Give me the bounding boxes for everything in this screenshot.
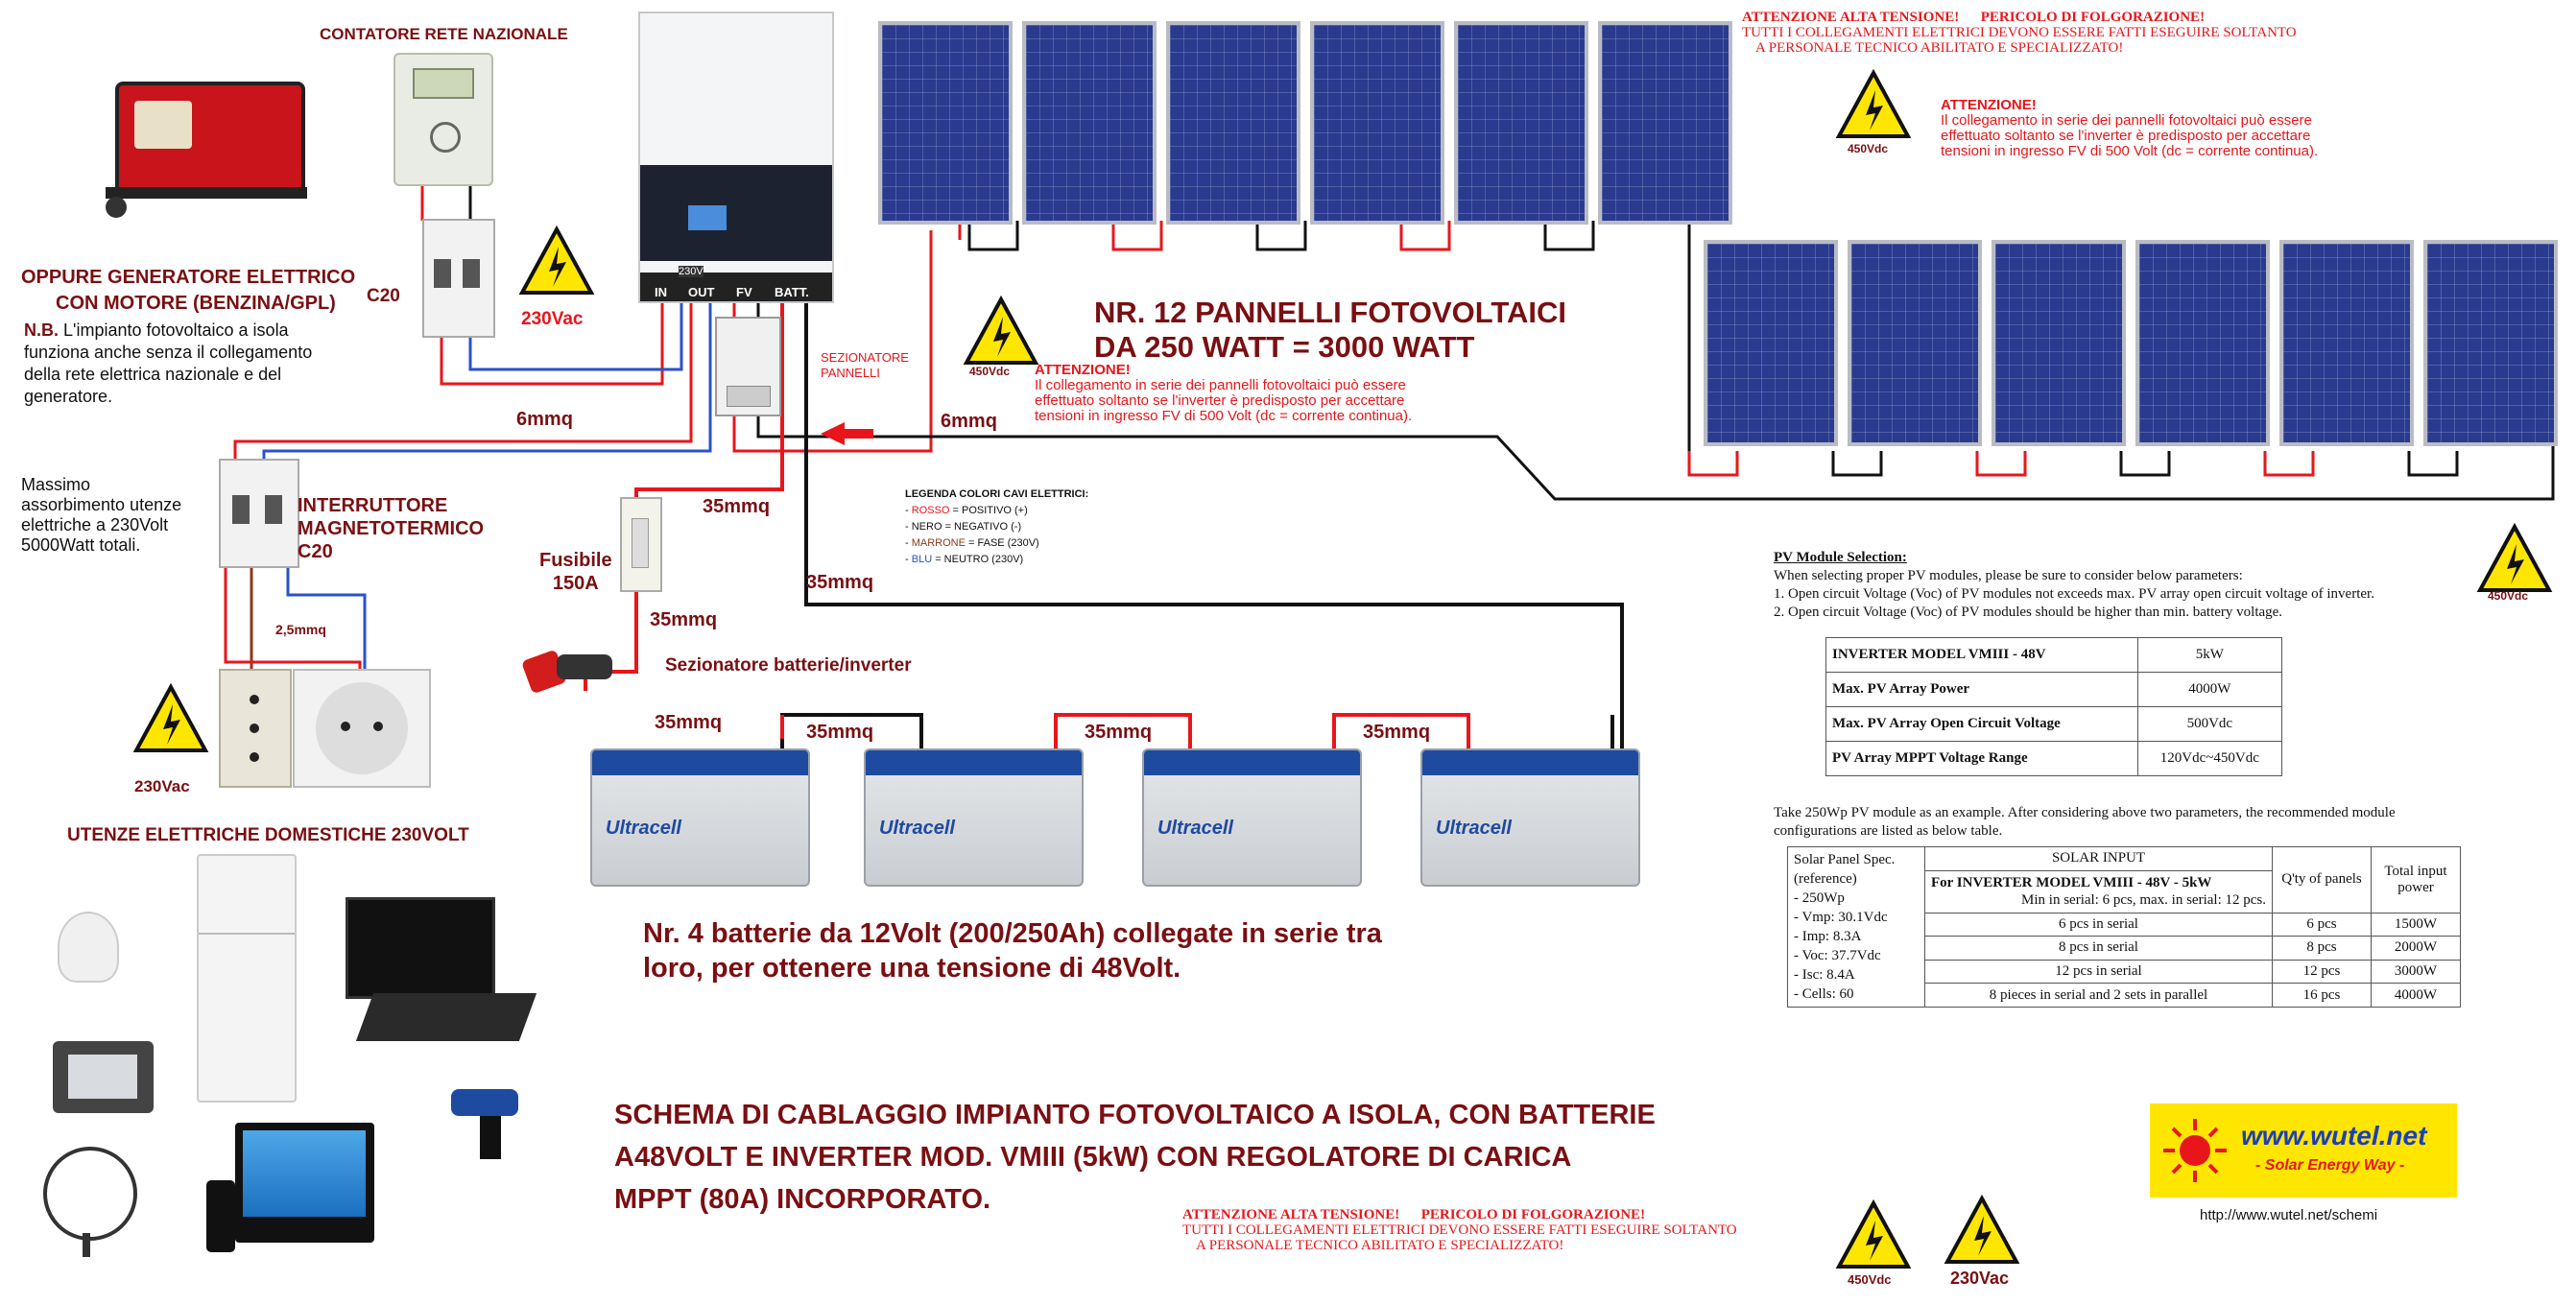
high-voltage-warning-icon: [1835, 1199, 1912, 1270]
legend-item-brown: - MARRONE = FASE (230V): [905, 537, 1039, 549]
spec-value: 5kW: [2137, 638, 2281, 673]
battery-switch-label: Sezionatore batterie/inverter: [665, 655, 912, 676]
spec-key: Max. PV Array Open Circuit Voltage: [1826, 707, 2138, 742]
spec-line: - Imp: 8.3A: [1794, 929, 1862, 944]
qty-cell: 16 pcs: [2273, 984, 2372, 1008]
attention-mid: [1035, 363, 1412, 424]
inverter-out-voltage: 230V: [679, 266, 704, 277]
solar-panel: [2423, 240, 2558, 446]
battery-brand: Ultracell: [879, 818, 955, 839]
power-cell: 3000W: [2372, 960, 2461, 984]
panel-switch-line2: PANNELLI: [821, 366, 880, 380]
cable-35mmq-bat12: 35mmq: [806, 722, 874, 743]
generator-title-1: OPPURE GENERATORE ELETTRICO: [21, 267, 356, 288]
attention-top-line2: TUTTI I COLLEGAMENTI ELETTRICI DEVONO ESSERE FATTI ESEGUIRE SOLTANTO: [1742, 25, 2297, 40]
generator-image: [96, 62, 317, 225]
floodlight-image: [53, 1041, 154, 1113]
model-line: For INVERTER MODEL VMIII - 48V - 5kW: [1931, 875, 2212, 891]
attention-right-title: ATTENZIONE!: [1941, 97, 2037, 113]
household-title: UTENZE ELETTRICHE DOMESTICHE 230VOLT: [67, 825, 469, 845]
legend-color-name: MARRONE: [911, 537, 966, 549]
absorption-line: Massimo: [21, 475, 91, 494]
attention-right-line: Il collegamento in serie dei pannelli fotovoltaici può essere: [1941, 112, 2312, 129]
generator-note-nb: N.B.: [24, 320, 59, 340]
cable-6mmq-pv: 6mmq: [941, 411, 997, 432]
fridge-image: [197, 854, 297, 1103]
brand-url-link[interactable]: http://www.wutel.net/schemi: [2200, 1207, 2378, 1223]
drill-image: [422, 1080, 528, 1161]
fan-image: [38, 1147, 134, 1262]
batteries-caption: [643, 916, 1382, 985]
panel-disconnect-switch: [715, 317, 781, 416]
qty-cell: 8 pcs: [2273, 937, 2372, 961]
pv-module-selection: [1774, 549, 2374, 622]
battery-brand: Ultracell: [606, 818, 681, 839]
battery: [590, 748, 810, 887]
attention-top-1a: ATTENZIONE ALTA TENSIONE!: [1742, 10, 1960, 25]
legend-color-meaning: = NEUTRO (230V): [932, 554, 1024, 565]
inverter-label-fv: FV: [736, 285, 752, 299]
grid-meter-title: CONTATORE RETE NAZIONALE: [320, 25, 568, 43]
main-breaker: [219, 459, 299, 568]
solar-panel: [1166, 21, 1300, 225]
legend-item-red: - ROSSO = POSITIVO (+): [905, 505, 1028, 516]
spec-value: 4000W: [2137, 673, 2281, 707]
battery: [1420, 748, 1640, 887]
solar-panel: [1992, 240, 2126, 446]
attention-mid-title: ATTENZIONE!: [1035, 362, 1131, 378]
pv-voltage-top: 450Vdc: [1848, 142, 1889, 155]
grid-voltage: 230Vac: [521, 309, 584, 329]
solar-panel: [1848, 240, 1982, 446]
pv-voltage-right: 450Vdc: [2488, 589, 2529, 603]
solar-panel: [2279, 240, 2414, 446]
legend-color-meaning: = FASE (230V): [965, 537, 1039, 549]
pv-selection-point: 1. Open circuit Voltage (Voc) of PV modules not exceeds max. PV array open circuit voltage of inverter.: [1774, 586, 2374, 602]
tv-image: [235, 1123, 374, 1243]
batteries-caption-line2: loro, per ottenere una tensione di 48Volt.: [643, 953, 1181, 984]
laptop-image: [346, 897, 528, 1051]
spec-line: - Vmp: 30.1Vdc: [1794, 910, 1888, 925]
attention-mid-line: Il collegamento in serie dei pannelli fotovoltaici può essere: [1035, 377, 1406, 393]
panels-title-line1: NR. 12 PANNELLI FOTOVOLTAICI: [1094, 296, 1567, 329]
spec-line: - Isc: 8.4A: [1794, 967, 1855, 983]
spec-line: (reference): [1794, 871, 1857, 887]
outlet-italian: [219, 669, 292, 788]
spec-line: - Cells: 60: [1794, 986, 1854, 1002]
solar-panel: [2135, 240, 2270, 446]
cable-2-5mmq: 2,5mmq: [275, 622, 326, 637]
panel-config-table: [1787, 846, 2461, 1008]
attention-top-1b: PERICOLO DI FOLGORAZIONE!: [1980, 10, 2206, 25]
solar-panel: [1704, 240, 1838, 446]
generator-note: [24, 320, 312, 408]
pv-para-line: Take 250Wp PV module as an example. After considering above two parameters, the recommended module: [1774, 805, 2396, 820]
pv-selection-title: PV Module Selection:: [1774, 550, 1907, 565]
fuse-holder: [620, 497, 662, 592]
pv-para-line: configurations are listed as below table.: [1774, 823, 2003, 839]
inverter-label-batt: BATT.: [775, 285, 809, 299]
high-voltage-warning-icon: [518, 225, 595, 297]
generator-note-line: generatore.: [24, 387, 113, 406]
high-voltage-warning-icon: [1835, 69, 1912, 140]
cable-35mmq-neg: 35mmq: [806, 572, 874, 593]
cable-color-legend: [905, 486, 1088, 568]
brand-tagline: - Solar Energy Way -: [2255, 1157, 2405, 1174]
attention-right-line: tensioni in ingresso FV di 500 Volt (dc = corrente continua).: [1941, 143, 2319, 159]
battery-switch-image: [526, 643, 612, 696]
fuse-line1: Fusibile: [539, 550, 612, 571]
attention-bottom: [1182, 1207, 1737, 1253]
solar-panel: [1598, 21, 1732, 225]
absorption-line: elettriche a 230Volt: [21, 515, 169, 534]
high-voltage-warning-icon: [963, 296, 1039, 367]
schema-title-line1: SCHEMA DI CABLAGGIO IMPIANTO FOTOVOLTAICO A ISOLA, CON BATTERIE: [614, 1100, 1656, 1130]
legend-color-meaning: = NEGATIVO (-): [942, 521, 1022, 533]
qty-cell: 12 pcs: [2273, 960, 2372, 984]
pv-selection-paragraph: [1774, 804, 2396, 841]
pv-voltage-mid: 450Vdc: [969, 365, 1011, 378]
solar-input-header: SOLAR INPUT: [1925, 847, 2273, 871]
battery: [864, 748, 1084, 887]
spec-key: PV Array MPPT Voltage Range: [1826, 742, 2138, 776]
cable-35mmq-switch: 35mmq: [650, 609, 718, 630]
absorption-note: [21, 475, 181, 556]
attention-right: [1941, 98, 2318, 159]
absorption-line: 5000Watt totali.: [21, 535, 141, 555]
high-voltage-warning-icon: [132, 683, 209, 754]
min-line: Min in serial: 6 pcs, max. in serial: 12 pcs.: [2021, 892, 2266, 909]
spec-line: Solar Panel Spec.: [1794, 852, 1896, 867]
bulb-image: [58, 912, 119, 983]
solar-panel: [1454, 21, 1588, 225]
remote-image: [206, 1180, 235, 1252]
solar-panel: [878, 21, 1013, 225]
power-header: Total input power: [2372, 847, 2461, 914]
legend-color-name: NERO: [911, 521, 942, 533]
panel-spec-cell: [1788, 847, 1925, 1008]
cable-35mmq-bat23: 35mmq: [1085, 722, 1153, 743]
main-breaker-line1: INTERRUTTORE: [298, 495, 448, 516]
grid-breaker-code: C20: [367, 286, 400, 306]
panels-title-line2: DA 250 WATT = 3000 WATT: [1094, 330, 1475, 364]
cable-35mmq-bat1: 35mmq: [655, 712, 723, 733]
attention-mid-line: effettuato soltanto se l'inverter è predisposto per accettare: [1035, 392, 1405, 409]
spec-key: Max. PV Array Power: [1826, 673, 2138, 707]
spec-line: - Voc: 37.7Vdc: [1794, 948, 1881, 963]
cable-35mmq-fuse: 35mmq: [703, 496, 771, 517]
wutel-logo: [2150, 1103, 2457, 1198]
attention-mid-line: tensioni in ingresso FV di 500 Volt (dc = corrente continua).: [1035, 408, 1413, 424]
pv-selection-point: 2. Open circuit Voltage (Voc) of PV modules should be higher than min. battery voltage.: [1774, 605, 2283, 620]
model-cell: [1925, 870, 2273, 913]
attention-right-line: effettuato soltanto se l'inverter è predisposto per accettare: [1941, 128, 2311, 144]
battery-brand: Ultracell: [1436, 818, 1512, 839]
generator-title-2: CON MOTORE (BENZINA/GPL): [56, 293, 336, 314]
generator-note-line: della rete elettrica nazionale e del: [24, 365, 282, 384]
cable-6mmq-ac: 6mmq: [516, 409, 573, 430]
attention-top-line3: A PERSONALE TECNICO ABILITATO E SPECIALIZZATO!: [1755, 40, 2124, 56]
legend-item-blue: - BLU = NEUTRO (230V): [905, 554, 1024, 565]
schema-title-line3: MPPT (80A) INCORPORATO.: [614, 1184, 991, 1215]
legend-color-name: ROSSO: [911, 505, 950, 516]
attention-bottom-line3: A PERSONALE TECNICO ABILITATO E SPECIALIZZATO!: [1196, 1238, 1564, 1253]
legend-color-name: BLU: [911, 554, 933, 565]
panel-switch-line1: SEZIONATORE: [821, 350, 909, 365]
panels-title: [1094, 296, 1566, 365]
spec-line: - 250Wp: [1794, 890, 1845, 906]
generator-note-line: L'impianto fotovoltaico a isola: [59, 320, 289, 340]
grid-meter: [394, 53, 493, 186]
legend-title: LEGENDA COLORI CAVI ELETTRICI:: [905, 488, 1089, 500]
absorption-line: assorbimento utenze: [21, 495, 182, 514]
config-cell: 8 pcs in serial: [1925, 937, 2273, 961]
spec-value: 500Vdc: [2137, 707, 2281, 742]
pv-selection-intro: When selecting proper PV modules, please be sure to consider below parameters:: [1774, 568, 2243, 583]
panel-switch-label: [821, 350, 909, 381]
main-breaker-code: C20: [298, 541, 333, 562]
schema-title-line2: A48VOLT E INVERTER MOD. VMIII (5kW) CON REGOLATORE DI CARICA: [614, 1142, 1572, 1173]
batteries-caption-line1: Nr. 4 batterie da 12Volt (200/250Ah) collegate in serie tra: [643, 918, 1382, 949]
qty-header: Q'ty of panels: [2273, 847, 2372, 914]
attention-bottom-line2: TUTTI I COLLEGAMENTI ELETTRICI DEVONO ESSERE FATTI ESEGUIRE SOLTANTO: [1182, 1222, 1737, 1238]
breaker-c20-grid: [422, 219, 495, 338]
power-cell: 4000W: [2372, 984, 2461, 1008]
cable-35mmq-bat34: 35mmq: [1363, 722, 1431, 743]
high-voltage-warning-icon: [2476, 523, 2553, 594]
spec-key: INVERTER MODEL VMIII - 48V: [1826, 638, 2138, 673]
bottom-voltage-2: 230Vac: [1950, 1269, 2010, 1288]
attention-bottom-1b: PERICOLO DI FOLGORAZIONE!: [1420, 1207, 1646, 1222]
inverter-label-out: OUT: [688, 285, 715, 299]
config-cell: 12 pcs in serial: [1925, 960, 2273, 984]
inverter: [638, 12, 834, 303]
outlet-voltage: 230Vac: [134, 777, 190, 795]
fuse-line2: 150A: [552, 573, 599, 594]
inverter-label-in: IN: [655, 285, 667, 299]
legend-color-meaning: = POSITIVO (+): [949, 505, 1028, 516]
sun-icon: [2161, 1117, 2229, 1184]
main-breaker-label: [298, 494, 484, 563]
inverter-spec-table: [1825, 637, 2282, 776]
main-breaker-line2: MAGNETOTERMICO: [298, 518, 485, 539]
brand-site: www.wutel.net: [2241, 1121, 2427, 1151]
qty-cell: 6 pcs: [2273, 913, 2372, 937]
spec-value: 120Vdc~450Vdc: [2137, 742, 2281, 776]
outlet-schuko: [293, 669, 431, 788]
attention-top: [1742, 10, 2297, 56]
legend-item-black: - NERO = NEGATIVO (-): [905, 521, 1022, 533]
solar-panel: [1310, 21, 1444, 225]
battery-brand: Ultracell: [1157, 818, 1233, 839]
fuse-label: [539, 549, 612, 595]
attention-bottom-1a: ATTENZIONE ALTA TENSIONE!: [1182, 1207, 1400, 1222]
solar-panel: [1022, 21, 1157, 225]
battery: [1142, 748, 1362, 887]
config-cell: 8 pieces in serial and 2 sets in parallel: [1925, 984, 2273, 1008]
high-voltage-warning-icon: [1944, 1195, 2020, 1266]
schema-title: [614, 1094, 1656, 1221]
power-cell: 1500W: [2372, 913, 2461, 937]
bottom-voltage-1: 450Vdc: [1848, 1272, 1892, 1287]
config-cell: 6 pcs in serial: [1925, 913, 2273, 937]
generator-note-line: funziona anche senza il collegamento: [24, 343, 313, 362]
power-cell: 2000W: [2372, 937, 2461, 961]
